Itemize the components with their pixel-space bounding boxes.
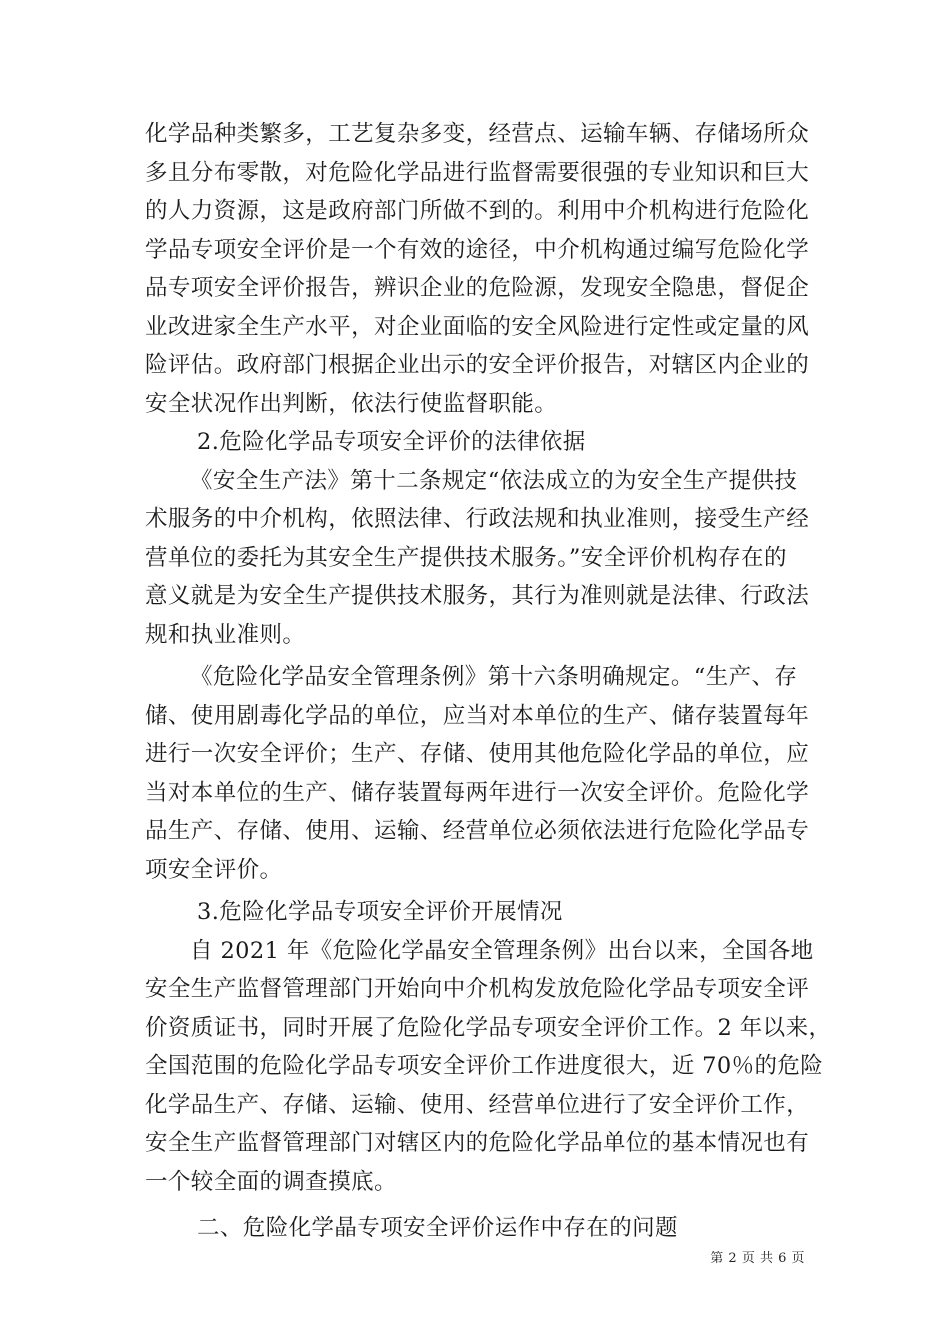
text-line: 当对本单位的生产、储存装置每两年进行一次安全评价。危险化学 [145, 779, 810, 806]
text-line: 的人力资源，这是政府部门所做不到的。利用中介机构进行危险化 [145, 198, 810, 224]
text-line: 项安全评价。 [145, 856, 283, 883]
section-heading-problems: 二、危险化学晶专项安全评价运作中存在的问题 [197, 1215, 678, 1241]
paragraph-regulation-article [145, 658, 809, 889]
text-line: 储、使用剧毒化学品的单位，应当对本单位的生产、储存装置每年 [145, 702, 810, 729]
text-line: 进行一次安全评价；生产、存储、使用其他危险化学品的单位，应 [145, 741, 810, 767]
text-line: 规和执业准则。 [145, 621, 306, 648]
text-line: 化学品生产、存储、运输、使用、经营单位进行了安全评价工作， [145, 1091, 810, 1118]
text-line: 品专项安全评价报告，辨识企业的危险源，发现安全隐患，督促企 [145, 275, 810, 301]
text-line: 营单位的委托为其安全生产提供技术服务。”安全评价机构存在的 [145, 544, 787, 571]
text-line: 业改进家全生产水平，对企业面临的安全风险进行定性或定量的风 [145, 313, 810, 340]
text-line: 安全生产监督管理部门对辖区内的危险化学品单位的基本情况也有 [145, 1130, 810, 1156]
text-line: 险评估。政府部门根据企业出示的安全评价报告，对辖区内企业的 [145, 352, 810, 378]
text-line: 安全生产监督管理部门开始向中介机构发放危险化学品专项安全评 [145, 976, 810, 1002]
text-line: 《安全生产法》第十二条规定“依法成立的为安全生产提供技 [190, 467, 798, 494]
text-line: 品生产、存储、使用、运输、经营单位必须依法进行危险化学品专 [145, 818, 810, 844]
text-line: 术服务的中介机构，依照法律、行政法规和执业准则，接受生产经 [145, 506, 810, 532]
paragraph-safety-law [145, 462, 809, 655]
paragraph-hazard-supervision [145, 115, 809, 423]
section-heading-progress: 3.危险化学品专项安全评价开展情况 [197, 899, 563, 925]
page-number: 第 2 页 共 6 页 [710, 1251, 805, 1266]
text-line: 学品专项安全评价是一个有效的途径，中介机构通过编写危险化学 [145, 236, 810, 263]
text-line: 《危险化学品安全管理条例》第十六条明确规定。“生产、存 [190, 664, 798, 690]
text-line: 安全状况作出判断，依法行使监督职能。 [145, 390, 558, 417]
text-line: 化学品种类繁多，工艺复杂多变，经营点、运输车辆、存储场所众 [145, 121, 810, 147]
document-body [145, 115, 832, 1248]
text-line: 全国范围的危险化学品专项安全评价工作进度很大，近 70％的危险 [145, 1053, 824, 1079]
text-line: 多且分布零散，对危险化学品进行监督需要很强的专业知识和巨大 [145, 159, 810, 186]
text-line: 价资质证书，同时开展了危险化学品专项安全评价工作。2 年以来， [145, 1014, 832, 1041]
paragraph-progress [145, 932, 832, 1202]
text-line: 一个较全面的调查摸底。 [145, 1168, 397, 1195]
section-heading-legal-basis: 2.危险化学品专项安全评价的法律依据 [197, 429, 586, 455]
text-line: 自 2021 年《危险化学晶安全管理条例》出台以来，全国各地 [190, 937, 814, 964]
text-line: 意义就是为安全生产提供技术服务，其行为准则就是法律、行政法 [145, 583, 810, 609]
